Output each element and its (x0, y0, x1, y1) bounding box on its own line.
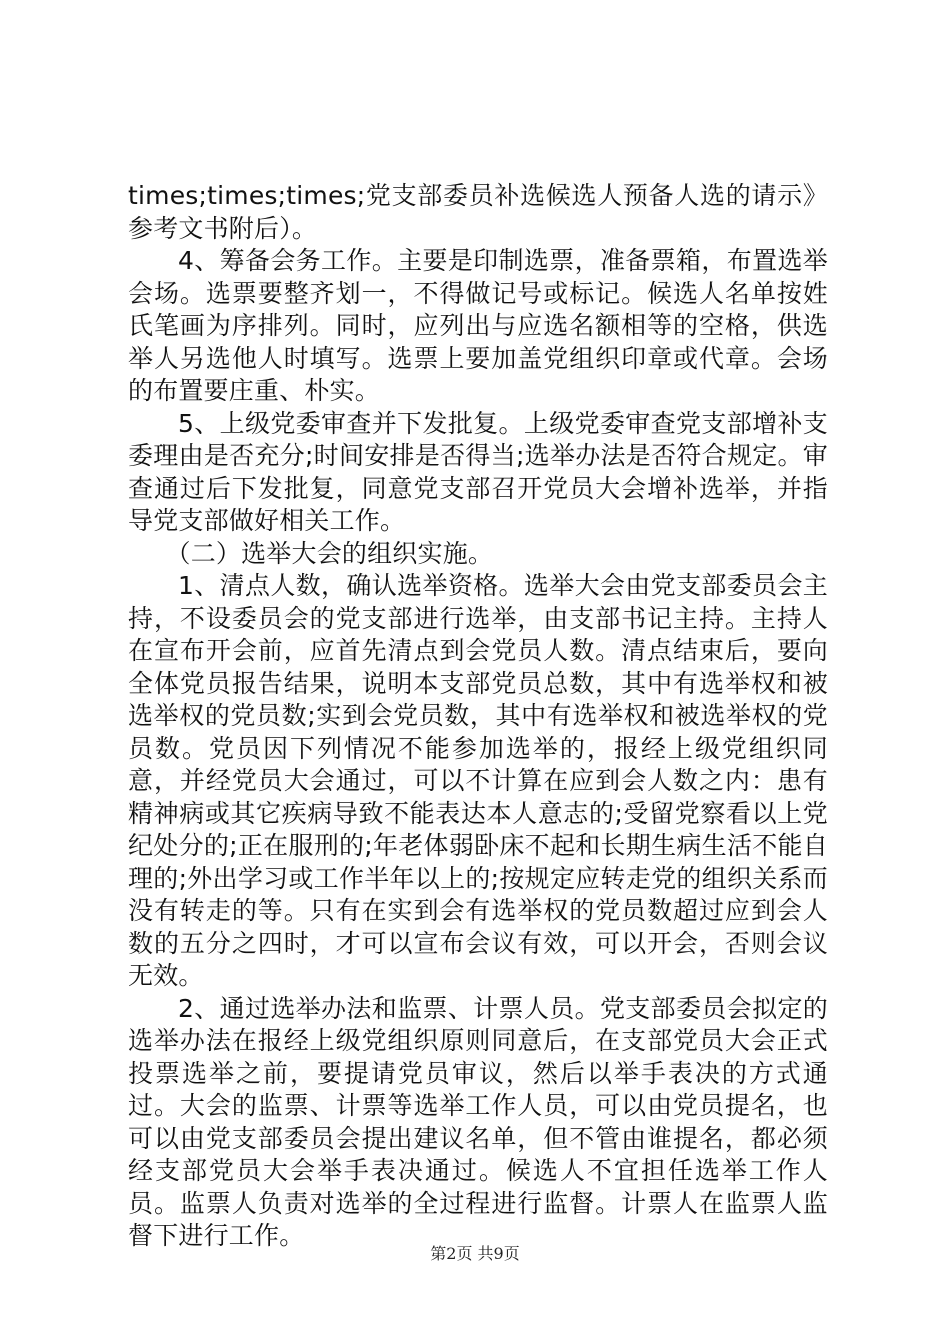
paragraph-item-4: 4、筹备会务工作。主要是印制选票，准备票箱，布置选举会场。选票要整齐划一，不得做记号或标记。候选人名单按姓氏笔画为序排列。同时，应列出与应选名额相等的空格，供选举人另选他人时填写。选票上要加盖党组织印章或代章。会场的布置要庄重、朴实。 (128, 246, 828, 405)
paragraph-item-2: 2、通过选举办法和监票、计票人员。党支部委员会拟定的选举办法在报经上级党组织原则同意后，在支部党员大会正式投票选举之前，要提请党员审议，然后以举手表决的方式通过。大会的监票、计票等选举工作人员，可以由党员提名，也可以由党支部委员会提出建议名单，但不管由谁提名，都必须经支部党员大会举手表决通过。候选人不宜担任选举工作人员。监票人负责对选举的全过程进行监督。计票人在监票人监督下进行工作。 (128, 993, 828, 1250)
document-body (128, 180, 828, 1253)
paragraph-item-1: 1、清点人数，确认选举资格。选举大会由党支部委员会主持，不设委员会的党支部进行选举，由支部书记主持。主持人在宣布开会前，应首先清点到会党员人数。清点结束后，要向全体党员报告结果，说明本支部党员总数，其中有选举权和被选举权的党员数;实到会党员数，其中有选举权和被选举权的党员数。党员因下列情况不能参加选举的，报经上级党组织同意，并经党员大会通过，可以不计算在应到会人数之内：患有精神病或其它疾病导致不能表达本人意志的;受留党察看以上党纪处分的;正在服刑的;年老体弱卧床不起和长期生病生活不能自理的;外出学习或工作半年以上的;按规定应转走党的组织关系而没有转走的等。只有在实到会有选举权的党员数超过应到会人数的五分之四时，才可以宣布会议有效，可以开会，否则会议无效。 (128, 571, 828, 990)
section-heading: （二）选举大会的组织实施。 (165, 538, 494, 568)
paragraph-continuation: times;times;times;党支部委员补选候选人预备人选的请示》参考文书附后）。 (128, 181, 828, 243)
paragraph-item-5: 5、上级党委审查并下发批复。上级党委审查党支部增补支委理由是否充分;时间安排是否得当;选举办法是否符合规定。审查通过后下发批复，同意党支部召开党员大会增补选举，并指导党支部做好相关工作。 (128, 408, 828, 535)
page-number: 第2页 共9页 (430, 1244, 520, 1263)
page-footer (0, 1244, 950, 1264)
